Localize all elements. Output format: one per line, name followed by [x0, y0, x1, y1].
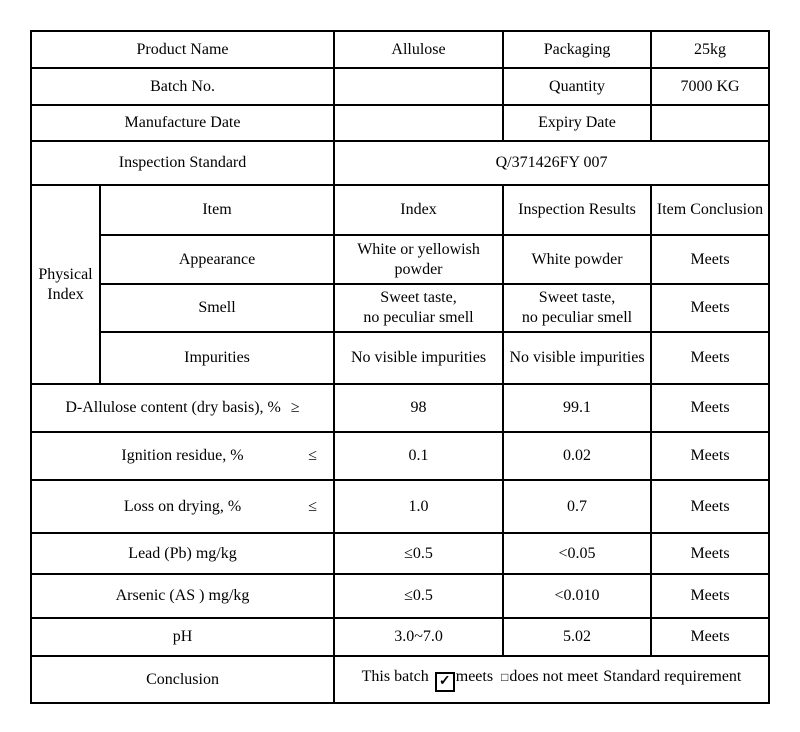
table-row [31, 533, 769, 574]
batch-no-label: Batch No. [31, 68, 334, 105]
packaging-value: 25kg [651, 31, 769, 68]
table-row [31, 384, 769, 432]
appearance-conclusion-cell: Meets [651, 235, 769, 284]
table-row [31, 141, 769, 185]
meets-label: meets [455, 668, 494, 685]
col-header-index: Index [334, 185, 503, 235]
col-header-item-conclusion: Item Conclusion [651, 185, 769, 235]
appearance-result-cell: White powder [503, 235, 651, 284]
less-equal-symbol: ≤ [308, 447, 318, 465]
table-row [31, 332, 769, 384]
conclusion-label-cell: Conclusion [31, 656, 334, 703]
ignition-residue-conclusion-cell: Meets [651, 432, 769, 480]
d-allulose-content-result-cell: 99.1 [503, 384, 651, 432]
table-row [31, 618, 769, 656]
lead-index-cell: ≤0.5 [334, 533, 503, 574]
inspection-standard-label: Inspection Standard [31, 141, 334, 185]
loss-on-drying-label-cell [31, 480, 334, 533]
table-row [31, 574, 769, 618]
impurities-conclusion-cell: Meets [651, 332, 769, 384]
lead-label-cell: Lead (Pb) mg/kg [31, 533, 334, 574]
table-row [31, 68, 769, 105]
ph-conclusion-cell: Meets [651, 618, 769, 656]
table-row [31, 105, 769, 141]
d-allulose-content-label-cell [31, 384, 334, 432]
smell-conclusion-cell: Meets [651, 284, 769, 332]
does-not-meet-label: does not meet [509, 668, 599, 685]
col-header-inspection-results: Inspection Results [503, 185, 651, 235]
ph-label-cell: pH [31, 618, 334, 656]
greater-equal-symbol: ≥ [290, 399, 300, 417]
inspection-standard-value: Q/371426FY 007 [334, 141, 769, 185]
table-row [31, 480, 769, 533]
impurities-item-cell: Impurities [100, 332, 334, 384]
lead-result-cell: <0.05 [503, 533, 651, 574]
does-not-meet-checkbox-unchecked: □ [501, 670, 509, 684]
manufacture-date-label: Manufacture Date [31, 105, 334, 141]
smell-result-cell [503, 284, 651, 332]
packaging-label: Packaging [503, 31, 651, 68]
expiry-date-value [651, 105, 769, 141]
col-header-item: Item [100, 185, 334, 235]
smell-result-line2: no peculiar smell [521, 309, 633, 326]
table-row [31, 432, 769, 480]
ph-index-cell: 3.0~7.0 [334, 618, 503, 656]
smell-index-line2: no peculiar smell [363, 309, 474, 326]
manufacture-date-value [334, 105, 503, 141]
ignition-residue-label-cell [31, 432, 334, 480]
table-row [31, 284, 769, 332]
expiry-date-label: Expiry Date [503, 105, 651, 141]
appearance-item-cell: Appearance [100, 235, 334, 284]
arsenic-label-cell: Arsenic (AS ) mg/kg [31, 574, 334, 618]
checkmark-icon: ✓ [438, 674, 451, 689]
appearance-index-line1: White or yellowish [357, 240, 480, 258]
loss-on-drying-conclusion-cell: Meets [651, 480, 769, 533]
appearance-index-line2: powder [394, 260, 443, 278]
smell-index-cell [334, 284, 503, 332]
meets-checkbox-checked [435, 672, 455, 692]
physical-index-group-label [31, 185, 100, 384]
ignition-residue-label: Ignition residue, % [121, 447, 244, 465]
product-name-value: Allulose [334, 31, 503, 68]
lead-conclusion-cell: Meets [651, 533, 769, 574]
d-allulose-content-index-cell: 98 [334, 384, 503, 432]
loss-on-drying-result-cell: 0.7 [503, 480, 651, 533]
d-allulose-content-conclusion-cell: Meets [651, 384, 769, 432]
smell-result-line1: Sweet taste, [538, 289, 616, 307]
ph-result-cell: 5.02 [503, 618, 651, 656]
appearance-index-cell [334, 235, 503, 284]
arsenic-result-cell: <0.010 [503, 574, 651, 618]
arsenic-index-cell: ≤0.5 [334, 574, 503, 618]
table-row [31, 656, 769, 703]
batch-no-value [334, 68, 503, 105]
loss-on-drying-label: Loss on drying, % [123, 497, 242, 515]
quantity-value: 7000 KG [651, 68, 769, 105]
impurities-index-cell: No visible impurities [334, 332, 503, 384]
ignition-residue-index-cell: 0.1 [334, 432, 503, 480]
d-allulose-content-label: D-Allulose content (dry basis), % [65, 399, 281, 417]
table-header-row [31, 185, 769, 235]
smell-item-cell: Smell [100, 284, 334, 332]
product-name-label: Product Name [31, 31, 334, 68]
less-equal-symbol: ≤ [308, 497, 318, 515]
table-row [31, 235, 769, 284]
conclusion-statement-cell [334, 656, 769, 703]
impurities-result-cell: No visible impurities [503, 332, 651, 384]
quantity-label: Quantity [503, 68, 651, 105]
table-row [31, 31, 769, 68]
ignition-residue-result-cell: 0.02 [503, 432, 651, 480]
physical-index-label-line2: Index [47, 285, 84, 303]
arsenic-conclusion-cell: Meets [651, 574, 769, 618]
inspection-certificate-table [30, 30, 770, 704]
loss-on-drying-index-cell: 1.0 [334, 480, 503, 533]
physical-index-label-line1: Physical [38, 265, 93, 283]
certificate-table-sheet [30, 30, 770, 704]
conclusion-text-prefix: This batch [361, 668, 429, 685]
conclusion-text-suffix: Standard requirement [603, 668, 742, 685]
smell-index-line1: Sweet taste, [380, 289, 457, 307]
